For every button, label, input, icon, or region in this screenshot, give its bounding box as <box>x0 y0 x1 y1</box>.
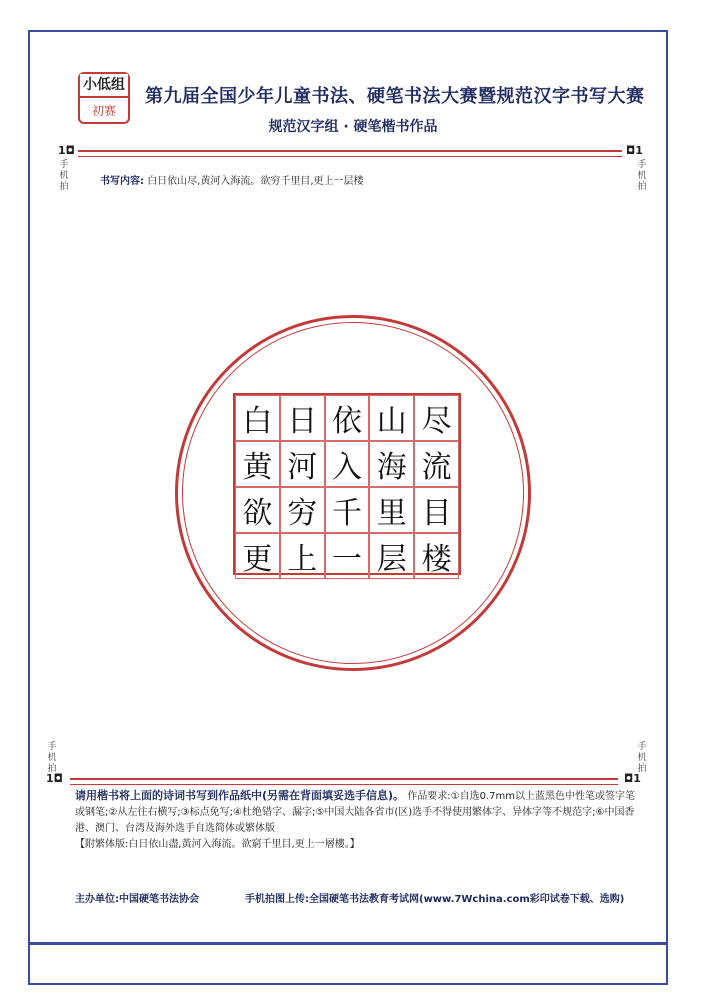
grid-cell: 尽 <box>414 395 459 441</box>
bottom-divider <box>70 778 618 785</box>
grid-cell: 上 <box>280 533 325 579</box>
page-subtitle: 规范汉字组 · 硬笔楷书作品 <box>268 119 438 135</box>
grid-cell: 白 <box>235 395 280 441</box>
grid-cell: 楼 <box>414 533 459 579</box>
instructions-lead: 请用楷书将上面的诗词书写到作品纸中(另需在背面填妥选手信息)。 <box>75 789 405 802</box>
calligraphy-grid <box>233 393 461 575</box>
upload-info: 手机拍图上传:全国硬笔书法教育考试网(www.7Wchina.com彩印试卷下载、选购) <box>245 894 625 905</box>
grid-cell: 欲 <box>235 487 280 533</box>
grid-cell: 里 <box>369 487 414 533</box>
phone-photo-mark-bottom-right: 手机拍 <box>637 742 647 774</box>
phone-photo-mark-top-right: 手机拍 <box>637 160 647 192</box>
grid-cell: 日 <box>280 395 325 441</box>
writing-content <box>100 172 364 187</box>
grid-cell: 流 <box>414 441 459 487</box>
grid-cell: 一 <box>325 533 370 579</box>
page-title: 第九届全国少年儿童书法、硬笔书法大赛暨规范汉字书写大赛 <box>145 86 645 107</box>
group-label: 小低组 <box>80 74 128 98</box>
grid-cell: 依 <box>325 395 370 441</box>
grid-cell: 更 <box>235 533 280 579</box>
grid-cell: 河 <box>280 441 325 487</box>
grid-cell: 山 <box>369 395 414 441</box>
grid-cell: 入 <box>325 441 370 487</box>
grid-cell: 海 <box>369 441 414 487</box>
grid-cell: 千 <box>325 487 370 533</box>
grid-cell: 层 <box>369 533 414 579</box>
corner-mark-top-left: 1◘ <box>58 144 75 157</box>
corner-mark-bottom-right: ◘1 <box>624 772 641 785</box>
instructions-traditional: 【附繁体版:白日依山盡,黃河入海流。欲窮千里目,更上一層樓。】 <box>75 839 360 850</box>
corner-mark-bottom-left: 1◘ <box>46 772 63 785</box>
phone-photo-mark-top-left: 手机拍 <box>59 160 69 192</box>
grid-cell: 穷 <box>280 487 325 533</box>
grid-cell: 目 <box>414 487 459 533</box>
bottom-border <box>30 942 666 945</box>
instructions-body: 作品要求:①自选0.7mm以上蓝黑色中性笔或签字笔或钢笔;②从左往右横写;③标点免写;④杜绝错字、漏字;⑤中国大陆各省市(区)选手不得使用繁体字、异体字等不规范字;⑥中国香港、澳门、台湾及海外选手自选简体或繁体版 <box>75 791 635 834</box>
instructions <box>75 788 635 853</box>
round-label: 初赛 <box>91 104 116 118</box>
grid-cell: 黄 <box>235 441 280 487</box>
organizer: 主办单位:中国硬笔书法协会 <box>75 894 199 905</box>
corner-mark-top-right: ◘1 <box>626 144 643 157</box>
writing-content-text: 白日依山尽,黄河入海流。欲穷千里目,更上一层楼 <box>147 176 364 187</box>
top-divider <box>78 150 622 157</box>
writing-content-label: 书写内容: <box>100 176 144 187</box>
phone-photo-mark-bottom-left: 手机拍 <box>47 742 57 774</box>
